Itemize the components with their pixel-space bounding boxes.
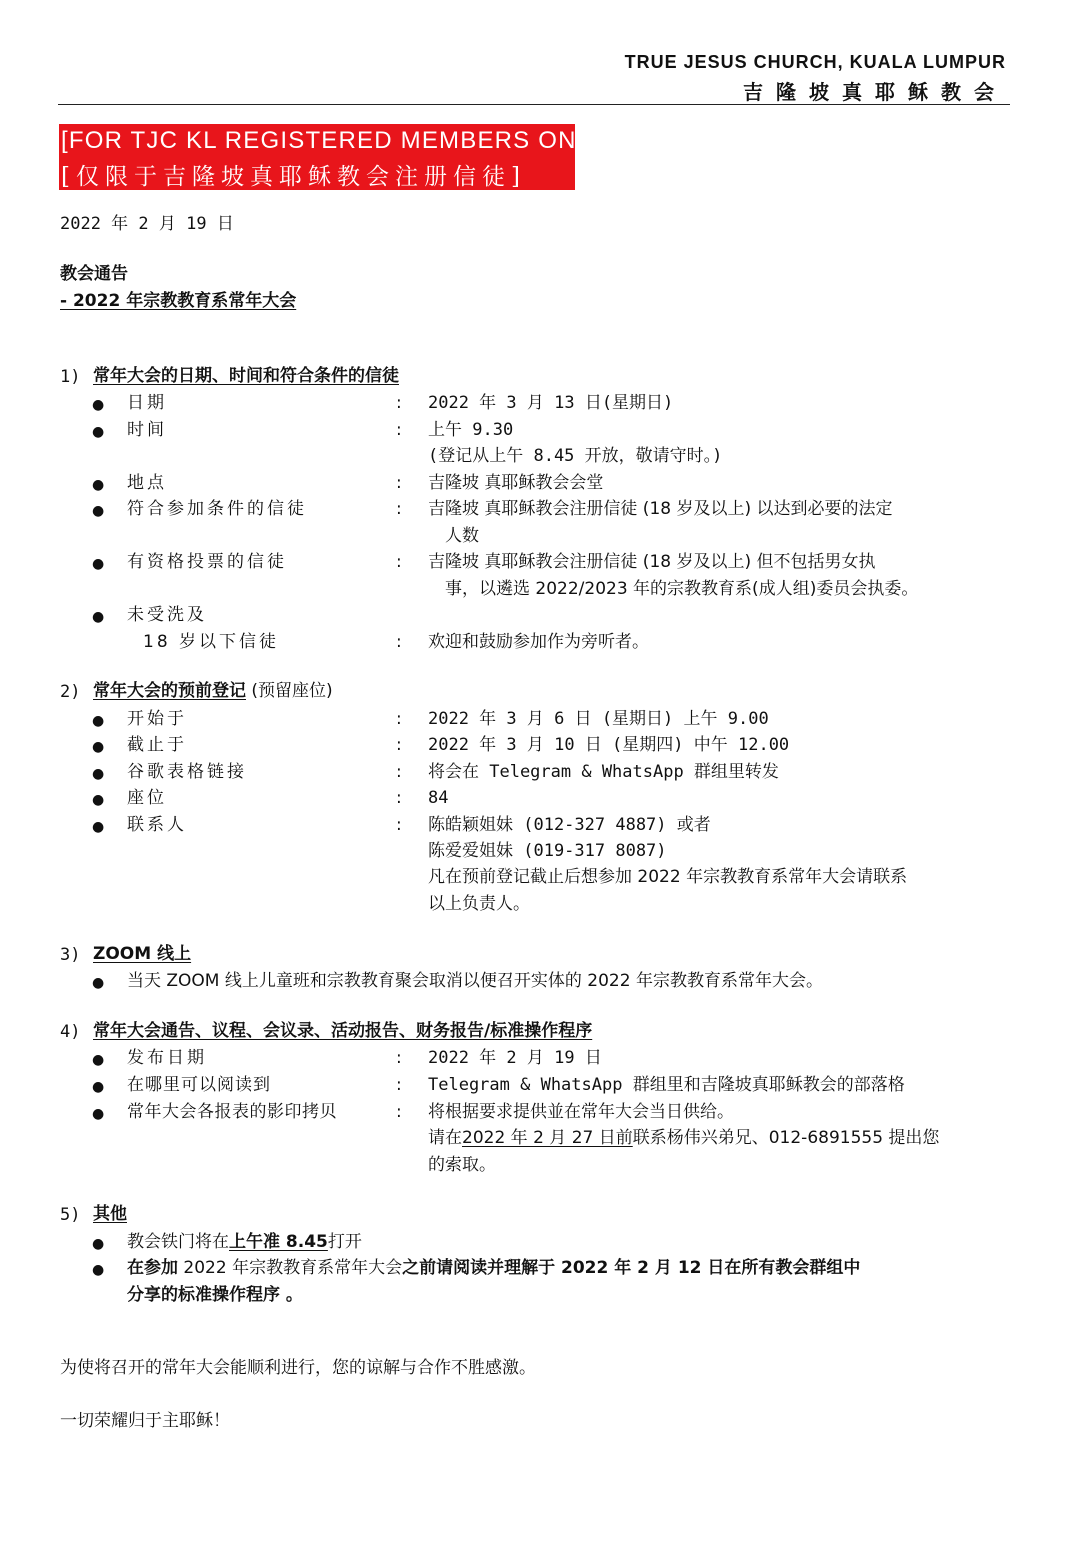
s5-item2-normal: 2022 年宗教教育系常年大会 (183, 1258, 403, 1278)
s1-label-date: 日期 (127, 393, 167, 413)
section-2-heading-note: (预留座位) (251, 681, 333, 701)
s2-value-contact-note: 凡在预前登记截止后想参加 2022 年宗教教育系常年大会请联系 (428, 867, 908, 887)
s2-value-seats: 84 (428, 788, 449, 808)
closing-thanks: 为使将召开的常年大会能顺利进行，您的谅解与合作不胜感激。 (60, 1358, 536, 1378)
s2-label-start: 开始于 (127, 709, 187, 729)
colon: : (396, 735, 402, 755)
colon: : (396, 1102, 402, 1122)
s4-value-copies-pre: 请在 (428, 1128, 462, 1148)
bullet-icon: ● (92, 609, 105, 625)
org-name-chinese: 吉隆坡真耶稣教会 (743, 80, 1007, 104)
members-only-banner (59, 124, 615, 190)
s2-label-end: 截止于 (127, 735, 187, 755)
s2-value-contact-1: 陈皓颖姐妹 (012-327 4887) 或者 (428, 815, 711, 835)
s2-value-start: 2022 年 3 月 6 日 (星期日) 上午 9.00 (428, 709, 769, 729)
notice-date: 2022 年 2 月 19 日 (60, 214, 234, 234)
s4-value-copies: 将根据要求提供並在常年大会当日供给。 (428, 1102, 734, 1122)
colon: : (396, 473, 402, 493)
s1-label-observers-cont: 18 岁以下信徒 (143, 632, 280, 652)
s1-label-voters: 有资格投票的信徒 (127, 552, 287, 572)
colon: : (396, 420, 402, 440)
bullet-icon: ● (92, 397, 105, 413)
s1-value-time-note: (登记从上午 8.45 开放，敬请守时。) (428, 446, 723, 466)
s1-value-venue: 吉隆坡 真耶稣教会会堂 (428, 473, 604, 493)
bullet-icon: ● (92, 503, 105, 519)
section-5-number: 5) (60, 1205, 81, 1225)
bullet-icon: ● (92, 1106, 105, 1122)
bullet-icon: ● (92, 819, 105, 835)
s2-label-contact: 联系人 (127, 815, 187, 835)
bullet-icon: ● (92, 792, 105, 808)
org-name-english: TRUE JESUS CHURCH, KUALA LUMPUR (624, 52, 1006, 72)
s4-value-where: Telegram & WhatsApp 群组里和吉隆坡真耶稣教会的部落格 (428, 1075, 905, 1095)
colon: : (396, 709, 402, 729)
bullet-icon: ● (92, 1079, 105, 1095)
s1-value-time: 上午 9.30 (428, 420, 514, 440)
section-4-heading: 常年大会通告、议程、会议录、活动报告、财务报告/标准操作程序 (93, 1021, 593, 1041)
s1-value-date: 2022 年 3 月 13 日(星期日) (428, 393, 674, 413)
s4-value-copies-end: 的索取。 (428, 1155, 496, 1175)
s1-value-voters-cont: 事，以遴选 2022/2023 年的宗教教育系(成人组)委员会执委。 (445, 579, 919, 599)
s4-value-copies-deadline: 2022 年 2 月 27 日前 (462, 1128, 633, 1148)
bullet-icon: ● (92, 766, 105, 782)
colon: : (396, 762, 402, 782)
section-4-number: 4) (60, 1022, 81, 1042)
bullet-icon: ● (92, 1052, 105, 1068)
bullet-icon: ● (92, 477, 105, 493)
section-2-number: 2) (60, 682, 81, 702)
section-3-heading: ZOOM 线上 (93, 944, 192, 964)
colon: : (396, 499, 402, 519)
s2-value-end: 2022 年 3 月 10 日 (星期四) 中午 12.00 (428, 735, 790, 755)
colon: : (396, 788, 402, 808)
s4-label-where: 在哪里可以阅读到 (127, 1075, 271, 1095)
s3-item: 当天 ZOOM 线上儿童班和宗教教育聚会取消以便召开实体的 2022 年宗教教育系常年大会。 (127, 971, 823, 991)
bullet-icon: ● (92, 1236, 105, 1252)
s5-item1-post: 打开 (327, 1232, 362, 1252)
s1-label-observers: 未受洗及 (127, 605, 207, 625)
s5-item1-time: 上午准 8.45 (229, 1232, 328, 1252)
s1-label-venue: 地点 (127, 473, 167, 493)
bullet-icon: ● (92, 975, 105, 991)
s2-value-contact-note-cont: 以上负责人。 (428, 894, 530, 914)
section-1-heading: 常年大会的日期、时间和符合条件的信徒 (93, 366, 399, 386)
s4-label-copies: 常年大会各报表的影印拷贝 (127, 1102, 337, 1122)
s2-value-form: 将会在 Telegram & WhatsApp 群组里转发 (428, 762, 779, 782)
s1-label-eligible: 符合参加条件的信徒 (127, 499, 307, 519)
s1-value-observers: 欢迎和鼓励参加作为旁听者。 (428, 632, 649, 652)
s4-value-copies-post: 联系杨伟兴弟兄、012-6891555 提出您 (632, 1128, 940, 1148)
header-divider (58, 104, 1010, 105)
colon: : (396, 1048, 402, 1068)
banner-chinese: [仅限于吉隆坡真耶稣教会注册信徒] (61, 164, 526, 190)
bullet-icon: ● (92, 556, 105, 572)
colon: : (396, 632, 402, 652)
s5-item2-line2: 分享的标准操作程序 。 (127, 1285, 303, 1305)
s5-item1-pre: 教会铁门将在 (127, 1232, 229, 1252)
s4-label-release: 发布日期 (127, 1048, 207, 1068)
s1-value-eligible-cont: 人数 (445, 526, 479, 546)
colon: : (396, 552, 402, 572)
bullet-icon: ● (92, 739, 105, 755)
section-5-heading: 其他 (93, 1204, 127, 1224)
notice-title: 教会通告 (60, 264, 128, 284)
section-2-heading: 常年大会的预前登记 (93, 681, 246, 701)
colon: : (396, 1075, 402, 1095)
s5-item2-bold-2: 之前请阅读并理解于 2022 年 2 月 12 日在所有教会群组中 (402, 1258, 861, 1278)
section-1-number: 1) (60, 367, 81, 387)
bullet-icon: ● (92, 424, 105, 440)
s1-value-voters: 吉隆坡 真耶稣教会注册信徒 (18 岁及以上) 但不包括男女执 (428, 552, 876, 572)
bullet-icon: ● (92, 1262, 105, 1278)
s4-value-release: 2022 年 2 月 19 日 (428, 1048, 602, 1068)
banner-english: [FOR TJC KL REGISTERED MEMBERS ONLY] (61, 127, 615, 154)
s2-value-contact-2: 陈爱爱姐妹 (019-317 8087) (428, 841, 667, 861)
s1-label-time: 时间 (127, 420, 167, 440)
s2-label-form: 谷歌表格链接 (127, 762, 247, 782)
colon: : (396, 815, 402, 835)
notice-subtitle: - 2022 年宗教教育系常年大会 (60, 291, 297, 311)
section-3-number: 3) (60, 945, 81, 965)
bullet-icon: ● (92, 713, 105, 729)
s1-value-eligible: 吉隆坡 真耶稣教会注册信徒 (18 岁及以上) 以达到必要的法定 (428, 499, 893, 519)
s5-item2-bold-1: 在参加 (127, 1258, 178, 1278)
s2-label-seats: 座位 (127, 788, 167, 808)
closing-glory: 一切荣耀归于主耶稣！ (60, 1411, 230, 1431)
colon: : (396, 393, 402, 413)
